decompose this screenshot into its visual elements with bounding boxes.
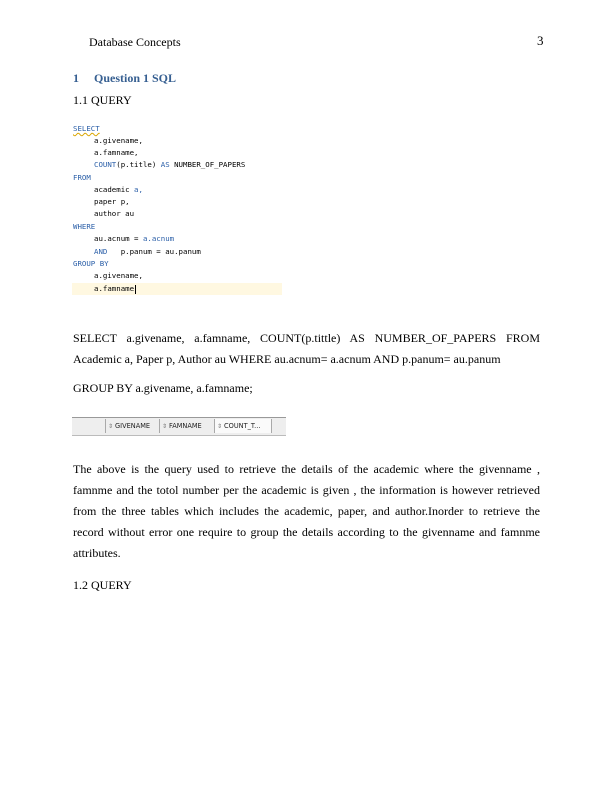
sort-icon: ⇕ bbox=[217, 423, 223, 430]
grid-column-famname[interactable] bbox=[159, 419, 214, 433]
code-line: FROM bbox=[73, 173, 91, 182]
subsection-heading-2: 1.2 QUERY bbox=[73, 578, 132, 592]
grid-column-count[interactable] bbox=[214, 419, 272, 433]
running-header-title: Database Concepts bbox=[89, 35, 181, 49]
code-text: a.famname bbox=[94, 284, 135, 293]
code-line: GROUP BY bbox=[73, 259, 109, 268]
code-text: (p.title) bbox=[116, 160, 161, 169]
grid-column-label: COUNT_T... bbox=[224, 422, 261, 430]
grid-column-label: GIVENAME bbox=[115, 422, 151, 430]
section-heading bbox=[73, 71, 176, 86]
code-line: paper p, bbox=[94, 197, 130, 206]
grid-column-label: FAMNAME bbox=[169, 422, 202, 430]
code-line bbox=[94, 184, 143, 196]
code-line: WHERE bbox=[73, 222, 96, 231]
page-number: 3 bbox=[537, 33, 544, 48]
subsection-heading-1: 1.1 QUERY bbox=[73, 93, 132, 107]
explanation-paragraph: The above is the query used to retrieve the details of the academic where the givenname , famnme and the totol number per the academic is given , the information is however retrieved from the three tables which includes the academic, paper, and author.Inorder to retrieve the record without error one require to group the details according to the givenname and famnme attributes. bbox=[73, 462, 540, 560]
code-line bbox=[94, 233, 174, 245]
code-line: author au bbox=[94, 209, 135, 218]
code-alias: a.acnum bbox=[142, 234, 175, 243]
code-line-current bbox=[72, 283, 282, 295]
code-keyword-select: SELECT bbox=[73, 124, 100, 133]
sql-text-line-2: Academic a, Paper p, Author au WHERE au.acnum= a.acnum AND p.panum= au.panum bbox=[73, 352, 501, 366]
code-line bbox=[73, 123, 100, 135]
code-text: au.acnum = bbox=[94, 234, 143, 243]
code-line bbox=[94, 246, 201, 258]
section-title: Question 1 SQL bbox=[94, 71, 177, 85]
sort-icon: ⇕ bbox=[162, 423, 168, 430]
code-function: COUNT bbox=[94, 160, 117, 169]
sql-code-screenshot bbox=[72, 120, 284, 305]
code-keyword: AND bbox=[94, 247, 108, 256]
code-text: NUMBER_OF_PAPERS bbox=[169, 160, 246, 169]
section-number: 1 bbox=[73, 71, 79, 85]
sql-text-line-1: SELECT a.givename, a.famname, COUNT(p.tittle) AS NUMBER_OF_PAPERS FROM bbox=[73, 331, 540, 345]
sql-text-line-3: GROUP BY a.givename, a.famname; bbox=[73, 381, 253, 395]
sort-icon: ⇕ bbox=[108, 423, 114, 430]
code-line: a.famname, bbox=[94, 148, 139, 157]
code-text: p.panum = au.panum bbox=[107, 247, 201, 256]
code-line: a.givename, bbox=[94, 271, 143, 280]
grid-column-givename[interactable] bbox=[105, 419, 159, 433]
code-line: a.givename, bbox=[94, 136, 143, 145]
code-line bbox=[94, 159, 245, 171]
code-keyword: AS bbox=[160, 160, 170, 169]
code-alias: a, bbox=[134, 185, 143, 194]
text-cursor bbox=[135, 285, 136, 294]
code-text: academic bbox=[94, 185, 135, 194]
result-grid-header bbox=[72, 417, 286, 436]
